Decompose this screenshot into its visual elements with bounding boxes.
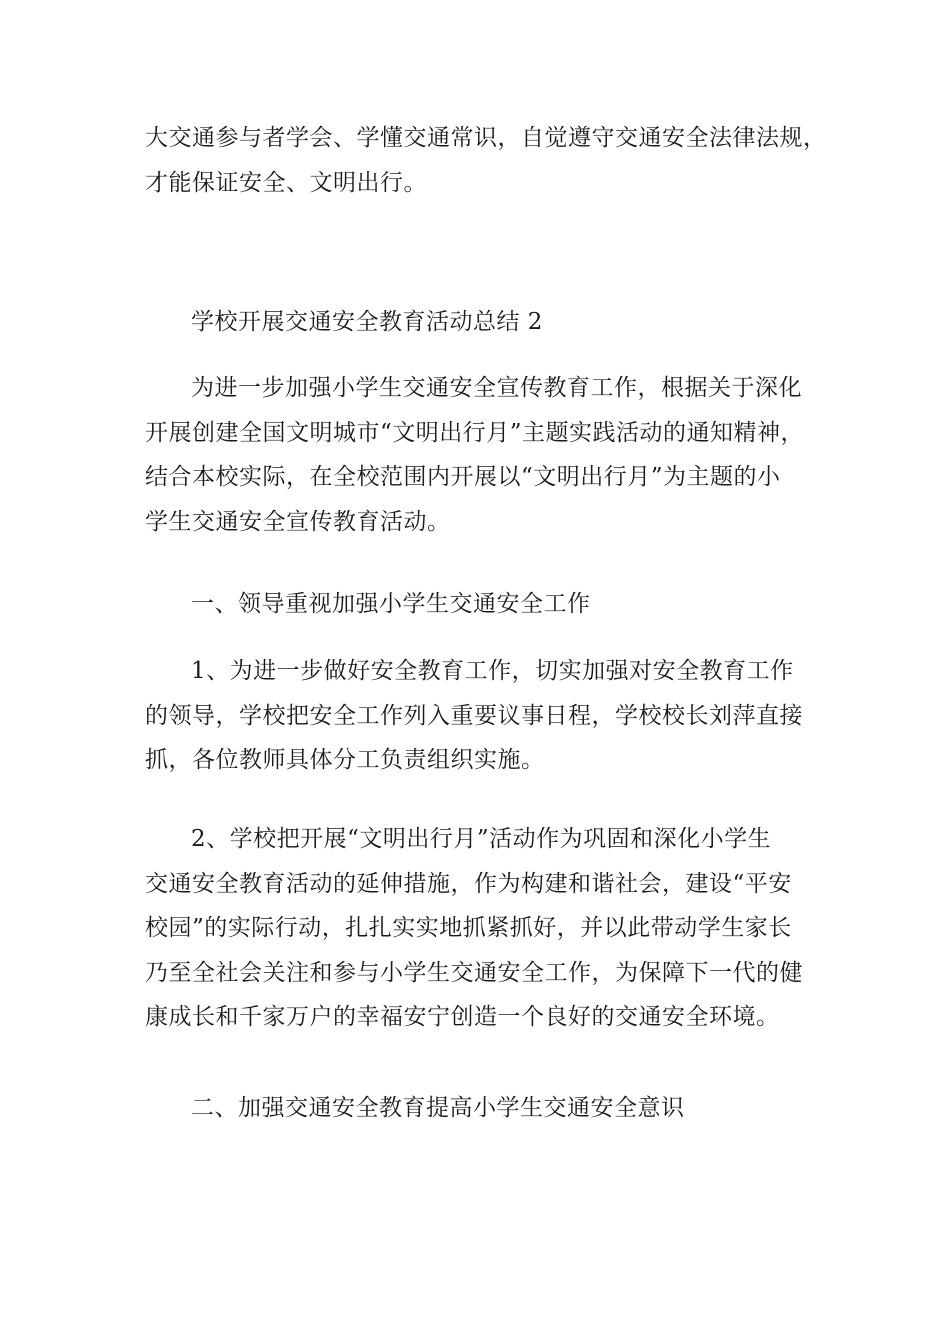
- heading-2: 二、加强交通安全教育提高小学生交通安全意识: [191, 1095, 685, 1121]
- paragraph-line: 开展创建全国文明城市“文明出行月”主题实践活动的通知精神，: [145, 419, 805, 446]
- paragraph-line: 学生交通安全宣传教育活动。: [145, 508, 451, 535]
- paragraph-line: 抓，各位教师具体分工负责组织实施。: [145, 747, 545, 773]
- section-title-block: [145, 300, 809, 345]
- paragraph-line: 的领导，学校把安全工作列入重要议事日程，学校校长刘萍直接: [145, 702, 803, 729]
- intro-paragraph: [145, 116, 827, 205]
- paragraph-1: [145, 366, 809, 544]
- paragraph-3: [145, 817, 809, 1040]
- paragraph-line: 才能保证安全、文明出行。: [145, 169, 427, 196]
- paragraph-line: 康成长和千家万户的幸福安宁创造一个良好的交通安全环境。: [145, 1004, 780, 1030]
- paragraph-line: 校园”的实际行动，扎扎实实地抓紧抓好，并以此带动学生家长: [145, 915, 792, 941]
- heading-2-block: [145, 1086, 809, 1131]
- heading-1-block: [145, 582, 809, 627]
- paragraph-line: 结合本校实际，在全校范围内开展以“文明出行月”为主题的小: [145, 464, 781, 490]
- paragraph-line: 交通安全教育活动的延伸措施，作为构建和谐社会，建设“平安: [145, 870, 792, 897]
- paragraph-line: 为进一步加强小学生交通安全宣传教育工作，根据关于深化: [191, 375, 802, 401]
- paragraph-line: 乃至全社会关注和参与小学生交通安全工作，为保障下一代的健: [145, 959, 803, 986]
- paragraph-line: 大交通参与者学会、学懂交通常识，自觉遵守交通安全法律法规，: [145, 125, 827, 151]
- heading-1: 一、领导重视加强小学生交通安全工作: [191, 591, 591, 617]
- paragraph-line: 2、学校把开展“文明出行月”活动作为巩固和深化小学生: [191, 826, 772, 852]
- section-title: 学校开展交通安全教育活动总结 2: [191, 309, 543, 335]
- paragraph-2: [145, 649, 809, 783]
- paragraph-line: 1、为进一步做好安全教育工作，切实加强对安全教育工作: [191, 658, 794, 684]
